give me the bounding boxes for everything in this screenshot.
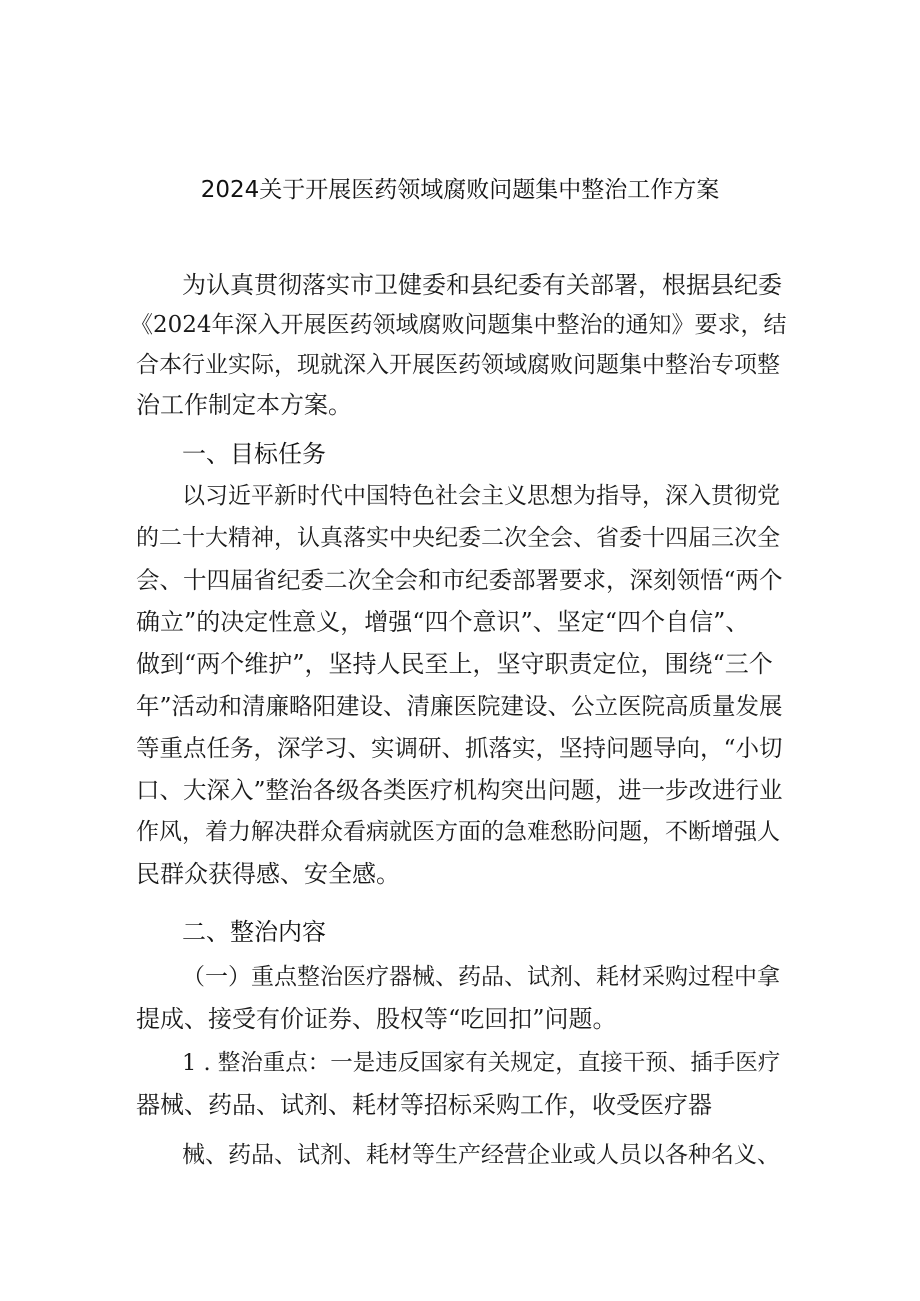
paragraph-line: 作风，着力解决群众看病就医方面的急难愁盼问题，不断增强人 <box>136 819 780 845</box>
paragraph-line: 会、十四届省纪委二次全会和市纪委部署要求，深刻领悟“两个 <box>136 566 783 594</box>
paragraph-line: 《2024年深入开展医药领域腐败问题集中整治的通知》要求，结 <box>130 312 787 338</box>
paragraph-line: 确立”的决定性意义，增强“四个意识”、坚定“四个自信”、 <box>136 608 750 636</box>
paragraph-line: 为认真贯彻落实市卫健委和县纪委有关部署，根据县纪委 <box>182 271 782 299</box>
paragraph-line: 年”活动和清廉略阳建设、清廉医院建设、公立医院高质量发展 <box>136 692 783 720</box>
paragraph-line: 治工作制定本方案。 <box>136 391 352 419</box>
paragraph-line: 合本行业实际，现就深入开展医药领域腐败问题集中整治专项整 <box>136 352 780 378</box>
paragraph-line: 器械、药品、试剂、耗材等招标采购工作，收受医疗器 <box>136 1091 712 1119</box>
paragraph-line: 以习近平新时代中国特色社会主义思想为指导，深入贯彻党 <box>182 483 780 509</box>
section-heading: 一、目标任务 <box>182 440 326 468</box>
paragraph-line: 械、药品、试剂、耗材等生产经营企业或人员以各种名义、 <box>182 1142 780 1168</box>
paragraph-line: 民群众获得感、安全感。 <box>136 860 400 888</box>
paragraph-line: 1 . 整治重点：一是违反国家有关规定，直接干预、插手医疗 <box>182 1050 781 1076</box>
paragraph-line: （一）重点整治医疗器械、药品、试剂、耗材采购过程中拿 <box>182 964 780 990</box>
section-heading: 二、整治内容 <box>182 918 326 946</box>
paragraph-line: 等重点任务，深学习、实调研、抓落实，坚持问题导向，“小切 <box>136 734 783 762</box>
document-title: 2024关于开展医药领域腐败问题集中整治工作方案 <box>200 177 720 203</box>
paragraph-line: 做到“两个维护”，坚持人民至上，坚守职责定位，围绕“三个 <box>136 650 773 678</box>
paragraph-line: 的二十大精神，认真落实中央纪委二次全会、省委十四届三次全 <box>136 525 780 551</box>
paragraph-line: 提成、接受有价证券、股权等“吃回扣”问题。 <box>136 1005 617 1033</box>
paragraph-line: 口、大深入”整治各级各类医疗机构突出问题，进一步改进行业 <box>136 776 783 804</box>
